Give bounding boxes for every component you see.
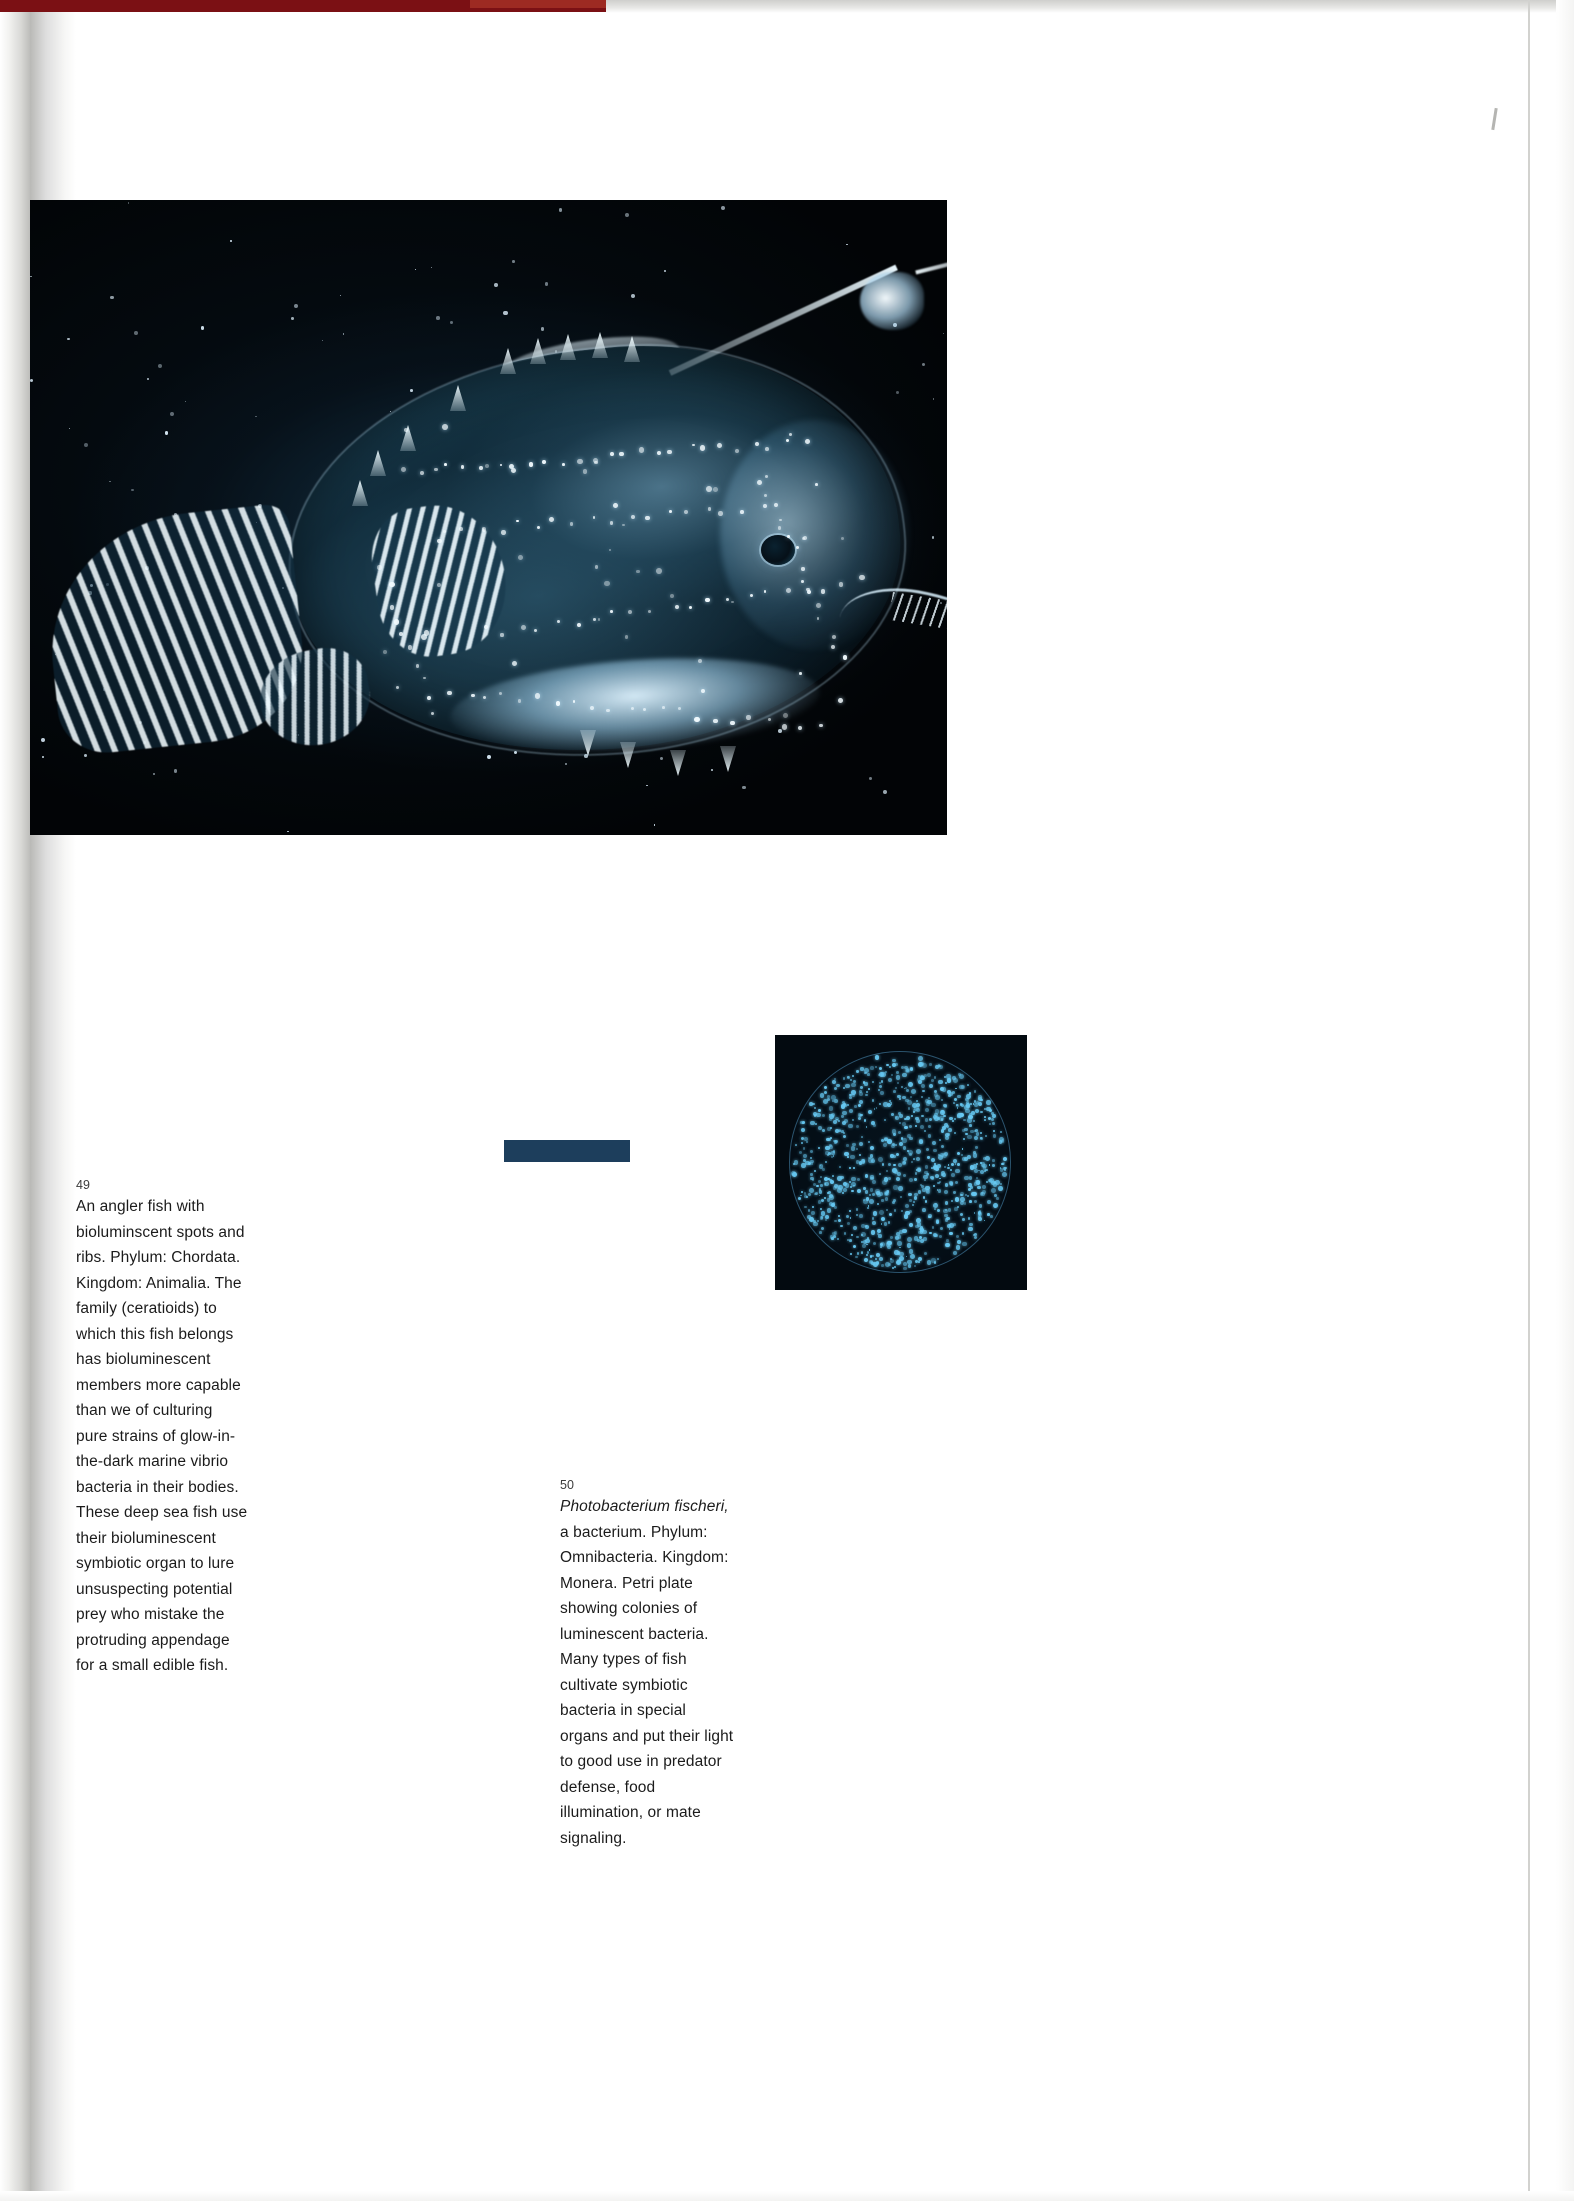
figure-50-number: 50: [560, 1478, 575, 1492]
petri-dish-photo: [775, 1035, 1027, 1290]
page-right-border-line: [1528, 0, 1530, 2201]
figure-49-caption-text: An angler fish with bioluminscent spots and ribs. Phylum: Chordata. Kingdom: Animalia. The family (ceratioids) to which this fish belongs has bioluminescent members more capable than we of culturing pure strains of glow-in-the-dark marine vibrio bacteria in their bodies. These deep sea fish use their bioluminescent symbiotic organ to lure unsuspecting potential prey who mistake the protruding appendage for a small edible fish.: [76, 1198, 248, 1674]
section-rule: [504, 1140, 630, 1162]
petri-plate: [789, 1051, 1011, 1273]
scan-dust-speck: [1491, 108, 1497, 130]
page-left-edge-gradient: [0, 0, 30, 2201]
figure-50-caption-text: a bacterium. Phylum: Omnibacteria. Kingdom: Monera. Petri plate showing colonies of luminescent bacteria. Many types of fish cultivate symbiotic bacteria in special organs and put their light to good use in predator defense, food illumination, or mate signaling.: [560, 1523, 734, 1847]
angler-fish-photo: [30, 200, 947, 835]
figure-49-number: 49: [76, 1178, 91, 1192]
fish-eye: [761, 535, 795, 565]
page-top-edge: [606, 0, 1574, 13]
figure-50-species-name: Photobacterium fischeri,: [560, 1498, 729, 1515]
angler-fish-illustration: [200, 330, 920, 790]
page-bottom-edge: [0, 2191, 1574, 2201]
bioluminescent-lure: [860, 272, 924, 330]
page-right-edge: [1556, 0, 1574, 2201]
figure-49-caption: [76, 1177, 248, 1679]
figure-50-caption: [560, 1477, 736, 1851]
scan-bleed-red-bar-secondary: [470, 0, 606, 8]
